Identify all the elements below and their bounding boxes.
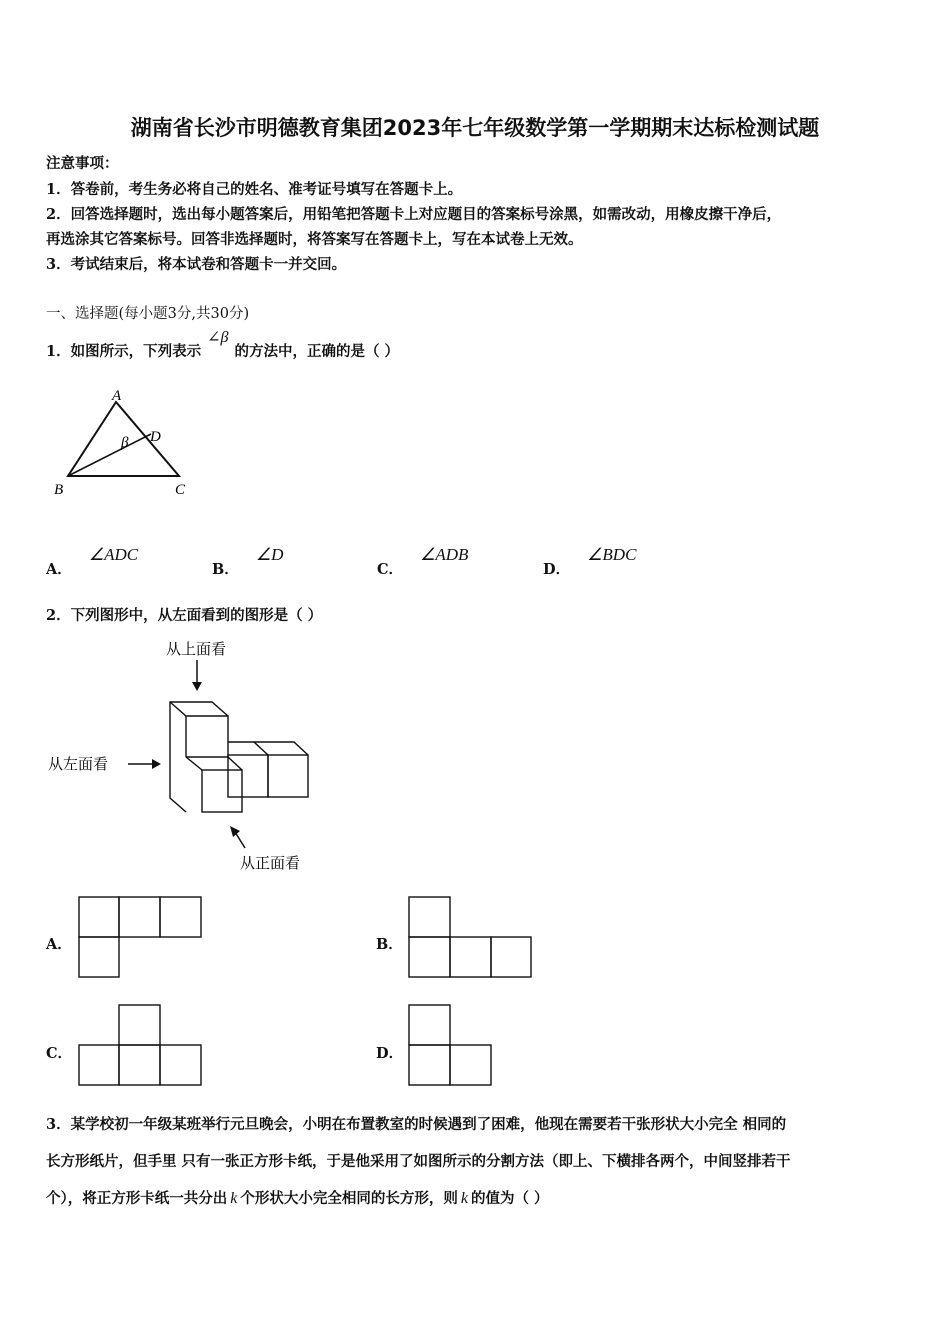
option-a-label: A． — [46, 561, 72, 578]
option-a-text: ∠ADC — [88, 545, 139, 564]
label-d: D — [150, 429, 161, 445]
label-b: B — [54, 482, 64, 498]
notice-item-2a: 2．回答选择题时，选出每小题答案后，用铅笔把答题卡上对应题目的答案标号涂黑，如需改动，用橡皮擦干净后， — [46, 206, 782, 223]
q1-symbol: ∠β — [207, 329, 229, 346]
q3-k-2: k — [460, 1190, 468, 1207]
section-heading: 一、选择题(每小题3分,共30分) — [46, 306, 250, 322]
question-1-text — [46, 329, 400, 361]
page-title: 湖南省长沙市明德教育集团2023年七年级数学第一学期期末达标检测试题 — [130, 116, 820, 140]
q1-pre: 1．如图所示，下列表示 — [46, 343, 202, 360]
top-view-label: 从上面看 — [166, 640, 227, 658]
front-arrowhead — [230, 826, 240, 837]
question-2-text: 2．下列图形中，从左面看到的图形是（ ） — [46, 607, 323, 624]
q1-option-c[interactable] — [377, 545, 469, 579]
notice-heading: 注意事项： — [46, 155, 119, 172]
q2-option-d-figure[interactable] — [408, 1004, 494, 1088]
left-arrowhead — [152, 759, 161, 769]
question-3-line-2: 长方形纸片，但手里 只有一张正方形卡纸，于是他采用了如图所示的分割方法（即上、下横排各两个，中间竖排若干 — [46, 1153, 791, 1170]
q2-option-b-label[interactable]: B． — [376, 936, 403, 953]
option-b-text: ∠D — [255, 545, 284, 564]
q2-option-d-label[interactable]: D． — [376, 1045, 404, 1062]
option-b-label: B． — [212, 561, 239, 578]
q2-option-a-label[interactable]: A． — [46, 936, 72, 953]
question-3-line-1: 3．某学校初一年级某班举行元旦晚会，小明在布置教室的时候遇到了困难，他现在需要若干张形状大小完全 相同的 — [46, 1116, 787, 1133]
notice-item-3: 3．考试结束后，将本试卷和答题卡一并交回。 — [46, 256, 347, 273]
triangle-figure — [40, 385, 210, 505]
q1-option-d[interactable] — [543, 545, 637, 579]
q3-k-1: k — [230, 1190, 238, 1207]
option-c-label: C． — [377, 561, 404, 578]
cube-figure — [40, 630, 340, 880]
option-d-text: ∠BDC — [587, 545, 637, 564]
top-arrowhead — [192, 682, 202, 691]
option-c-text: ∠ADB — [420, 545, 469, 564]
label-c: C — [175, 482, 186, 498]
label-beta: β — [121, 435, 129, 451]
front-view-label: 从正面看 — [240, 854, 301, 872]
q2-option-b-figure[interactable] — [408, 896, 534, 980]
cube-stack — [170, 702, 308, 812]
q3-line3-a: 个），将正方形卡纸一共分出 — [46, 1190, 228, 1207]
q2-option-a-figure[interactable] — [78, 896, 204, 980]
q1-option-a[interactable] — [46, 545, 139, 579]
q3-line3-c: 的值为（ ） — [470, 1190, 549, 1207]
notice-item-2b: 再选涂其它答案标号。回答非选择题时，将答案写在答题卡上，写在本试卷上无效。 — [46, 231, 583, 248]
q2-option-c-figure[interactable] — [78, 1004, 204, 1088]
left-view-label: 从左面看 — [48, 755, 109, 773]
option-d-label: D． — [543, 561, 571, 578]
q1-post: 的方法中，正确的是（ ） — [234, 343, 400, 360]
front-arrow — [235, 832, 245, 848]
question-3-line-3 — [46, 1187, 549, 1208]
q1-option-b[interactable] — [212, 545, 284, 579]
notice-item-1: 1．答卷前，考生务必将自己的姓名、准考证号填写在答题卡上。 — [46, 181, 463, 198]
q2-option-c-label[interactable]: C． — [46, 1045, 73, 1062]
q3-line3-b: 个形状大小完全相同的长方形，则 — [240, 1190, 458, 1207]
label-a: A — [112, 388, 122, 404]
